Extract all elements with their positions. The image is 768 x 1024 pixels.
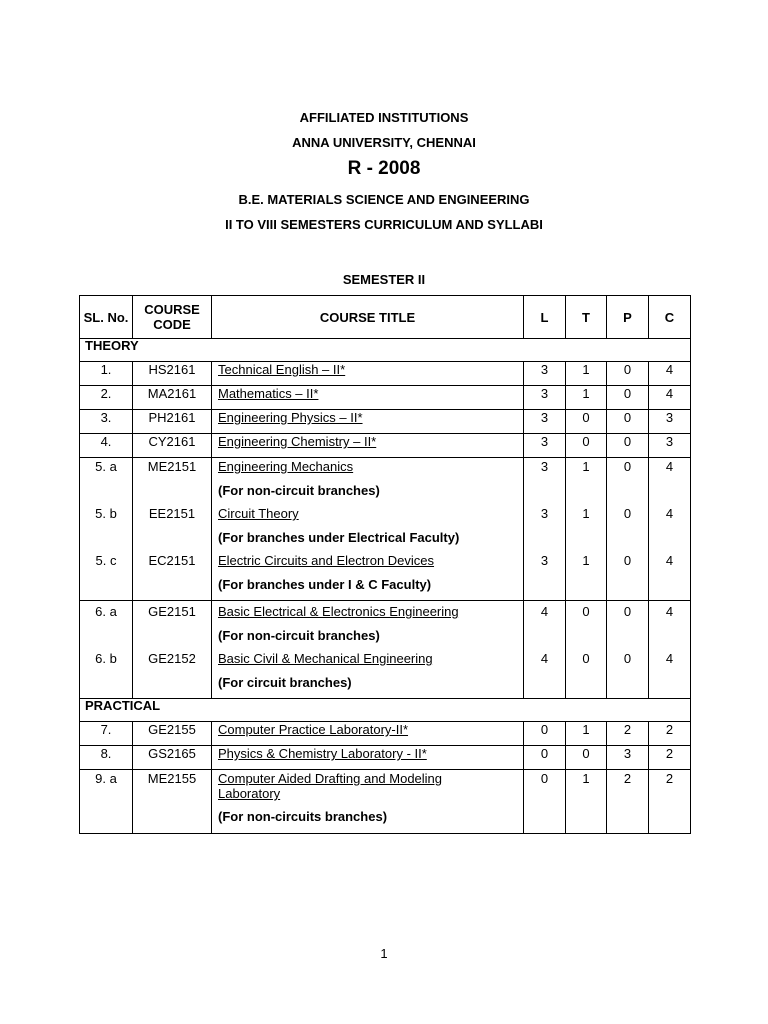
- row-sl: 3.: [80, 410, 133, 434]
- group6-title-cell: [212, 601, 524, 699]
- row-code: HS2161: [133, 362, 212, 386]
- row-c: 2: [649, 770, 691, 834]
- row-code: GE2152: [148, 651, 196, 666]
- row-t: 0: [566, 434, 607, 458]
- row-sl: 1.: [80, 362, 133, 386]
- row-p: 0: [607, 434, 649, 458]
- row-c: 2: [649, 722, 691, 746]
- group6-code-cell: [133, 601, 212, 699]
- row-p: 2: [607, 722, 649, 746]
- col-header-code: COURSE CODE: [133, 296, 212, 339]
- row-sl: 9. a: [80, 770, 133, 834]
- row-l: 0: [524, 722, 566, 746]
- row-t: 0: [566, 746, 607, 770]
- row-c: 4: [649, 386, 691, 410]
- row-title-cont: Laboratory: [218, 786, 281, 801]
- group5-l-cell: [524, 458, 566, 601]
- row-l: 3: [540, 459, 549, 474]
- row-c: 4: [665, 459, 674, 474]
- row-t: 1: [566, 770, 607, 834]
- row-title: Physics & Chemistry Laboratory - II*: [212, 746, 524, 770]
- row-c: 4: [665, 604, 674, 619]
- row-l: 3: [524, 434, 566, 458]
- elective-group-6-row: [80, 601, 691, 699]
- col-header-c: C: [649, 296, 691, 339]
- group5-title-cell: [212, 458, 524, 601]
- row-l: 0: [524, 746, 566, 770]
- row-code: ME2151: [147, 459, 197, 474]
- row-t: 1: [582, 553, 590, 568]
- row-l: 3: [540, 553, 549, 568]
- row-t: 1: [582, 506, 590, 521]
- practical-section-row: [80, 699, 691, 722]
- table-header-row: [80, 296, 691, 339]
- group6-l-cell: [524, 601, 566, 699]
- row-c: 4: [649, 362, 691, 386]
- row-l: 3: [524, 386, 566, 410]
- table-row: [80, 386, 691, 410]
- institution-heading: AFFILIATED INSTITUTIONS: [299, 110, 469, 125]
- theory-label: THEORY: [80, 339, 691, 362]
- row-note: (For non-circuits branches): [218, 809, 388, 824]
- row-p: 0: [623, 604, 632, 619]
- practical-label: PRACTICAL: [80, 699, 691, 722]
- row-t: 1: [582, 459, 590, 474]
- row-t: 0: [582, 604, 590, 619]
- col-header-title: COURSE TITLE: [212, 296, 524, 339]
- row-title: Basic Civil & Mechanical Engineering: [218, 651, 433, 666]
- row-sl: 7.: [80, 722, 133, 746]
- group5-c-cell: [649, 458, 691, 601]
- col-header-l: L: [524, 296, 566, 339]
- row-c: 4: [665, 553, 674, 568]
- row-c: 3: [649, 434, 691, 458]
- row-p: 0: [607, 386, 649, 410]
- row-c: 3: [649, 410, 691, 434]
- row-title: Circuit Theory: [218, 506, 299, 521]
- row-code: GS2165: [133, 746, 212, 770]
- group5-p-cell: [607, 458, 649, 601]
- row-title: Computer Practice Laboratory-II*: [212, 722, 524, 746]
- course-table: [79, 295, 691, 834]
- row-t: 1: [566, 386, 607, 410]
- row-c: 2: [649, 746, 691, 770]
- row-code: GE2151: [148, 604, 196, 619]
- group5-sl-cell: [80, 458, 133, 601]
- row-sl: 5. c: [95, 553, 117, 568]
- row-code: GE2155: [133, 722, 212, 746]
- row-code: PH2161: [133, 410, 212, 434]
- row-p: 0: [607, 410, 649, 434]
- row-c: 4: [665, 651, 674, 666]
- row-title: Electric Circuits and Electron Devices: [218, 553, 435, 568]
- table-row: [80, 434, 691, 458]
- row-p: 0: [623, 553, 632, 568]
- curriculum-heading: II TO VIII SEMESTERS CURRICULUM AND SYLLABI: [225, 217, 543, 232]
- table-row: [80, 770, 691, 834]
- row-p: 3: [607, 746, 649, 770]
- university-heading: ANNA UNIVERSITY, CHENNAI: [292, 135, 476, 150]
- row-note: (For non-circuit branches): [218, 627, 380, 643]
- table-row: [80, 362, 691, 386]
- row-p: 0: [623, 459, 632, 474]
- row-code: EE2151: [148, 506, 196, 521]
- row-sl: 5. b: [95, 506, 117, 521]
- col-header-t: T: [566, 296, 607, 339]
- group6-t-cell: [566, 601, 607, 699]
- row-sl: 6. b: [95, 651, 117, 666]
- row-sl: 5. a: [95, 459, 117, 474]
- row-t: 0: [582, 651, 590, 666]
- row-p: 2: [607, 770, 649, 834]
- row-title: Technical English – II*: [212, 362, 524, 386]
- row-sl: 2.: [80, 386, 133, 410]
- degree-heading: B.E. MATERIALS SCIENCE AND ENGINEERING: [238, 192, 530, 207]
- group6-p-cell: [607, 601, 649, 699]
- regulation-heading: R - 2008: [347, 158, 421, 179]
- semester-heading: SEMESTER II: [342, 272, 426, 287]
- row-code: ME2155: [133, 770, 212, 834]
- col-header-sl: SL. No.: [80, 296, 133, 339]
- group5-code-cell: [133, 458, 212, 601]
- row-l: 3: [524, 362, 566, 386]
- row-p: 0: [623, 506, 632, 521]
- table-row: [80, 410, 691, 434]
- row-note: (For non-circuit branches): [218, 482, 380, 498]
- row-title: Basic Electrical & Electronics Engineering: [218, 604, 459, 619]
- row9-title-cell: [212, 770, 524, 834]
- row-sl: 8.: [80, 746, 133, 770]
- row-sl: 4.: [80, 434, 133, 458]
- row-note: (For branches under I & C Faculty): [218, 576, 432, 592]
- row-l: 0: [524, 770, 566, 834]
- row-title: Engineering Mechanics: [218, 459, 354, 474]
- row-l: 3: [524, 410, 566, 434]
- col-header-p: P: [607, 296, 649, 339]
- row-title: Engineering Chemistry – II*: [212, 434, 524, 458]
- row-c: 4: [665, 506, 674, 521]
- row-t: 1: [566, 722, 607, 746]
- row-code: EC2151: [148, 553, 196, 568]
- row-sl: 6. a: [95, 604, 117, 619]
- group5-t-cell: [566, 458, 607, 601]
- row-title: Computer Aided Drafting and Modeling: [218, 771, 443, 786]
- elective-group-5-row: [80, 458, 691, 601]
- group6-sl-cell: [80, 601, 133, 699]
- row-title: Engineering Physics – II*: [212, 410, 524, 434]
- theory-section-row: [80, 339, 691, 362]
- row-t: 1: [566, 362, 607, 386]
- table-row: [80, 722, 691, 746]
- row-p: 0: [607, 362, 649, 386]
- row-note: (For circuit branches): [218, 674, 352, 690]
- row-l: 4: [540, 604, 549, 619]
- page-number: 1: [380, 946, 388, 961]
- row-code: MA2161: [133, 386, 212, 410]
- row-code: CY2161: [133, 434, 212, 458]
- row-p: 0: [623, 651, 632, 666]
- group6-c-cell: [649, 601, 691, 699]
- row-l: 3: [540, 506, 549, 521]
- row-t: 0: [566, 410, 607, 434]
- row-note: (For branches under Electrical Faculty): [218, 529, 460, 545]
- table-row: [80, 746, 691, 770]
- row-l: 4: [540, 651, 549, 666]
- row-title: Mathematics – II*: [212, 386, 524, 410]
